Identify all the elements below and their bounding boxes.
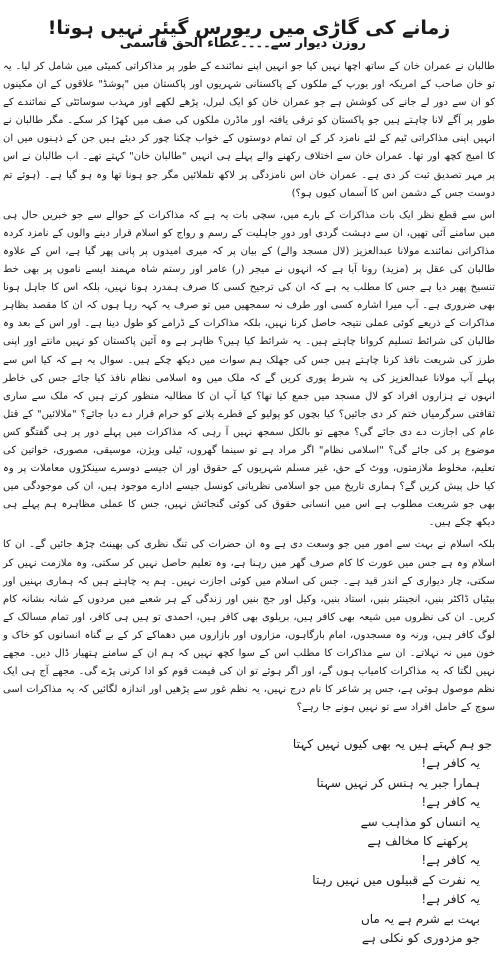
poem-line: یہ کافر ہے! [421, 756, 480, 771]
article-paragraph-1: طالبان نے عمران خان کے ساتھ اچھا نہیں کیا جو انہیں اپنے نمائندے کے طور پر مذاکراتی کمیٹی میں شامل کر لیا۔ یہ تو خان صاحب کے امریکہ اور یورپ کے ملکوں کے پاکستانی شہریوں اور پاکستان میں "پوشڈ" علاقوں کے ان مکینوں کو ان سے دور لے جانے کی کوشش ہے جو عمران خان کو ایک لبرل، پڑھے لکھے اور مہذب سوسائٹی کے نمائندے کے طور پر آگے لانا چاہتے ہیں جو پاکستان کو ترقی یافتہ اور ماڈرن ملکوں کی صف میں کھڑا کر سکے۔ مگر طالبان نے انہیں اپنی مذاکراتی ٹیم کے لئے نامزد کر کے ان تمام دوستوں کے خواب چکنا چور کر دیئے ہیں جن کے ذہنوں میں ان کا امیج کچھ اور تھا۔ عمران خان سے اختلاف رکھنے والے پہلے ہی انہیں "طالبان خان" کہتے تھے۔ اب طالبان نے اس پر مہر تصدیق ثبت کر دی ہے۔ عمران خان اس نامزدگی پر لاکھ تلملائیں مگر جو ہونا تھا وہ ہو گیا ہے۔ (ہوئے تم دوست جس کے دشمن اس کا آسماں کیوں ہو؟) [3, 61, 495, 199]
article-paragraph-2: اس سے قطع نظر ایک بات مذاکرات کے بارے میں، سچی بات یہ ہے کہ مذاکرات کے حوالے سے جو خبریں حال ہی میں سامنے آئی تھیں، ان سے دہشت گردی اور دورِ جاہلیت کے رسم و رواج کو اسلام قرار دینے والوں کے نامزد کردہ مذاکراتی نمائندے مولانا عبدالعزیز (لال مسجد والے) کے بیان پر کہ میری امیدوں پر پانی پھر گیا ہے، اس کے علاوہ طالبان کی عقل پر (مزید) رونا آیا ہے کہ انہوں نے میجر (ر) عامر اور رستم شاہ مہمند ایسے ناموں پر بھی خط تنسیخ پھیر دیا ہے جس کا مطلب یہ ہے کہ ان کی ترجیح کسی کا صرف ہمدرد ہونا نہیں، بلکہ اس کا جاہل ہونا بھی ضروری ہے۔ آپ میرا اشارہ کسی اور طرف نہ سمجھیں میں تو صرف یہ کہہ رہا ہوں کہ ان کا مقصد بظاہر مذاکرات کے ذریعے کوئی عملی نتیجہ حاصل کرنا نہیں، بلکہ مذاکرات کے ڈرامے کو طول دینا ہے۔ اور اس کے بعد وہ طالبان کی شرائط تسلیم کروانا چاہتے ہیں۔ یہ شرائط کیا ہیں؟ ظاہر ہے وہ آئین پاکستان کو نہیں مانتے اور اپنی طرز کی شریعت نافذ کرنا چاہتے ہیں جس کی جھلک ہم سوات میں دیکھ چکے ہیں۔ سوال یہ ہے کہ کیا اس سے پہلے آپ مولانا عبدالعزیز کی یہ شرط پوری کریں گے کہ ملک میں وہ اسلامی نظام نافذ کیا جائے جس کی خاطر انہوں نے ہزاروں افراد کو لال مسجد میں جمع کیا تھا؟ کیا آپ ان کا مطالبہ منظور کرتے ہیں کہ ملک سے ساری ثقافتی سرگرمیاں ختم کر دی جائیں؟ کیا بچوں کو پولیو کے قطرے پلانے کو حرام قرار دے دیا جائے؟ "ملالائیں" کے قتل عام کی اجازت دے دی جائے گی؟ مجھے تو بالکل سمجھ نہیں آ رہی کہ مذاکرات میں پہلے دور پر ہی گفتگو کس موضوع پر کی جائے گی؟ "اسلامی نظام" اگر مراد ہے تو سینما گھروں، ٹیلی ویژن، موسیقی، مصوری، خواتین کی تعلیم، مخلوط ملازمتوں، ووٹ کے حق، غیر مسلم شہریوں کے حقوق اور ان جیسے دوسرے سینکڑوں معاملات پر وہ کیا حل پیش کریں گے؟ ہماری تاریخ میں جو اسلامی نظریاتی کونسل جیسے ادارے موجود ہیں، ان کی موجودگی میں بھی جو شریعت مطلوب ہے اس میں انسانی حقوق کی کوئی گنجائش نہیں، جس کا عملی مظاہرہ ہم پہلے ہی دیکھ چکے ہیں۔ [3, 209, 496, 529]
column-byline: روزن دیوار سے۔۔۔۔عطاء الحق قاسمی [119, 36, 366, 51]
poem-line: یہ کافر ہے! [421, 892, 480, 907]
quoted-poem [252, 735, 492, 948]
article-body [3, 58, 495, 721]
poem-line: ہمارا جبر یہ ہنس کر نہیں سہتا [316, 775, 480, 790]
column-headline: زمانے کی گاڑی میں ریورس گیئر نہیں ہوتا! [47, 16, 451, 39]
article-paragraph-3: بلکہ اسلام نے بہت سے امور میں جو وسعت دی ہے وہ ان حضرات کی تنگ نظری کی بھینٹ چڑھ جائیں گے۔ ان کا اسلام وہ ہے جس میں عورت کا کام صرف گھر میں رہنا ہے، وہ تعلیم حاصل نہیں کر سکتی، وہ ملازمت نہیں کر سکتی، چار دیواری کے اندر قید ہے۔ جس کی اسلام میں کوئی اجازت نہیں۔ ہم یہ چاہتے ہیں کہ ہماری بہنیں اور بیٹیاں ڈاکٹر بنیں، انجینئر بنیں، استاد بنیں، وکیل اور جج بنیں اور زندگی کے ہر شعبے میں مردوں کے شانہ بشانہ کام کریں۔ ان کی نظروں میں شیعہ بھی کافر ہیں، بریلوی بھی کافر ہیں، احمدی تو ہیں ہی کافر، اور تمام مسالک کے لوگ کافر ہیں، ورنہ وہ مسجدوں، امام بارگاہوں، مزاروں اور بازاروں میں دھماکے کر کے بے گناہ انسانوں کو خاک و خون میں نہ نہلاتے۔ ان سے مذاکرات کا مطلب اس کے سوا کچھ نہیں کہ ہم ان کے سامنے ہتھیار ڈال دیں۔ مجھے نہیں لگتا کہ یہ مذاکرات کامیاب ہوں گے، اور اگر ہوئے تو ان کی قیمت قوم کو ادا کرنی پڑے گی۔ مجھے آج ہی ایک نظم موصول ہوئی ہے، جس پر شاعر کا نام درج نہیں، یہ نظم غور سے پڑھیں اور اندازہ لگائیں کہ یہ مذاکرات اسی سوچ کے حامل افراد سے تو نہیں ہونے جا رہے؟ [3, 539, 495, 714]
poem-line: یہ نفرت کے قبیلوں میں نہیں رہتا [312, 872, 480, 887]
poem-line: جو مزدوری کو نکلی ہے [361, 931, 480, 946]
poem-line: یہ انساں کو مذاہب سے [360, 814, 480, 829]
poem-line: بہت بے شرم ہے یہ ماں [360, 911, 480, 926]
poem-line: جو ہم کہتے ہیں یہ بھی کیوں نہیں کہتا [292, 737, 492, 751]
poem-line: پرکھنے کا مخالف ہے [367, 834, 468, 849]
poem-line: یہ کافر ہے! [421, 853, 480, 868]
poem-line: یہ کافر ہے! [421, 795, 480, 810]
